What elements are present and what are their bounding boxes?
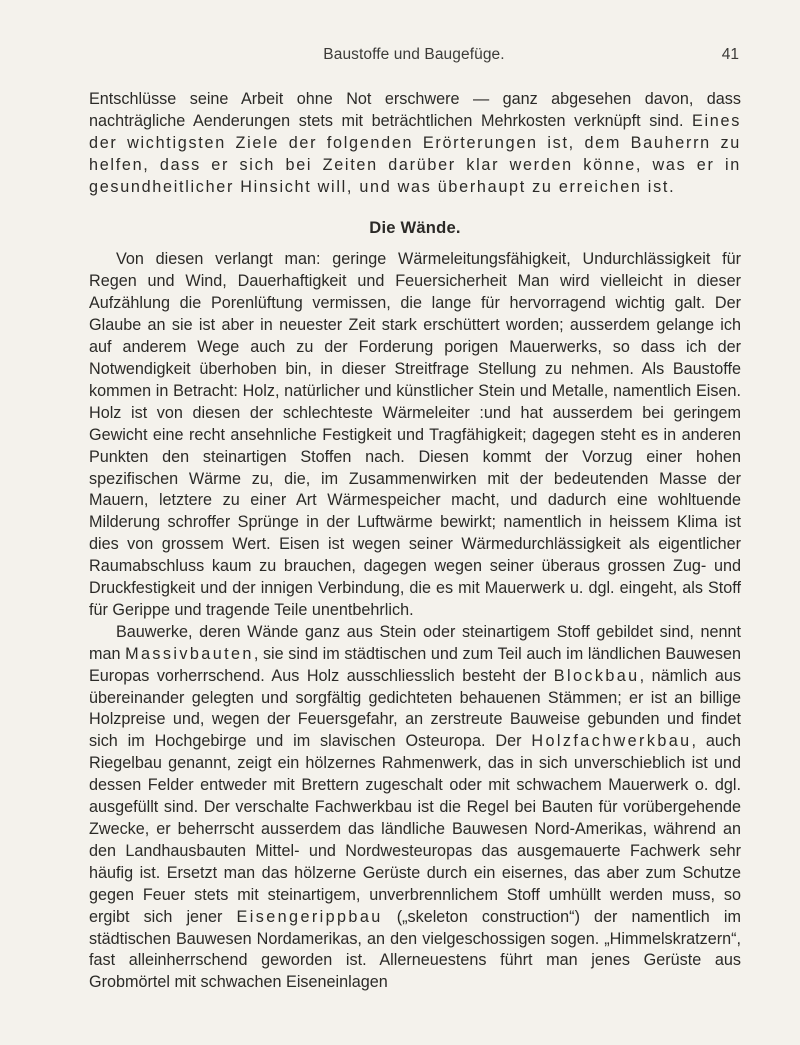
running-title: Baustoffe und Baugefüge. — [323, 46, 505, 63]
main-text — [89, 89, 741, 994]
section-heading: Die Wände. — [369, 217, 461, 237]
intro-paragraph — [89, 89, 741, 199]
paragraph-text-segment: , nämlich aus übereinander gelegten und sorgfältig gedichteten behauenen Stämmen; er ist an billige Holzpreise und, wegen der Feuersgefahr, an zerstreute Bauweise gebunden und findet sich im Hochgebirge und im slavischen Osteuropa. Der — [89, 666, 741, 751]
page-header — [89, 46, 739, 70]
paragraph-text-segment: Bauwerke, deren Wände ganz aus Stein oder steinartigem Stoff gebildet sind, nennt man — [89, 622, 741, 663]
term-eisengerippbau: Eisengerippbau — [236, 907, 383, 926]
page-number: 41 — [721, 46, 739, 63]
construction-types-paragraph — [89, 622, 741, 994]
term-massivbauten: Massivbauten — [125, 644, 254, 663]
walls-paragraph: Von diesen verlangt man: geringe Wärmeleitungsfähigkeit, Undurchlässigkeit für Regen und Wind, Dauerhaftigkeit und Feuersicherheit Man wird vielleicht in dieser Aufzählung die Porenlüftung vermissen, die lange für hervorragend wichtig galt. Der Glaube an sie ist aber in neuester Zeit stark erschüttert worden; ausserdem gelange ich auf anderem Wege auch zu der Forderung porigen Mauerwerks, so dass ich der Notwendigkeit überhoben bin, in dieser Streitfrage Stellung zu nehmen. Als Baustoffe kommen in Betracht: Holz, natürlicher und künstlicher Stein und Metalle, namentlich Eisen. Holz ist von diesen der schlechteste Wärmeleiter :und hat ausserdem bei geringem Gewicht eine recht ansehnliche Festigkeit und Tragfähigkeit; dagegen steht es in anderen Punkten den steinartigen Stoffen nach. Diesen kommt der Vorzug einer hohen spezifischen Wärme zu, die, im Zusammenwirken mit der bedeutenden Masse der Mauern, letztere zu einer Art Wärmespeicher macht, und dadurch eine wohltuende Milderung schroffer Sprünge in der Luftwärme bewirkt; namentlich in heissem Klima ist dies von grossem Wert. Eisen ist wegen seiner Wärmedurchlässigkeit als eigentlicher Raumabschluss kaum zu brauchen, dagegen wegen seiner überaus grossen Zug- und Druckfestigkeit und der innigen Verbindung, die es mit Mauerwerk u. dgl. eingeht, als Stoff für Gerippe und tragende Teile unentbehrlich. — [89, 250, 741, 619]
term-holzfachwerkbau: Holzfachwerkbau — [531, 732, 692, 751]
intro-sentence: Entschlüsse seine Arbeit ohne Not erschwere — ganz abgesehen davon, dass nachträgliche Aenderungen stets mit beträchtlichen Mehrkosten verknüpft sind. — [89, 90, 741, 130]
paragraph-text-segment: („skeleton construction“) der namentlich im städtischen Bauwesen Nordamerikas, an den vielgeschossigen sogen. „Himmelskratzern“, fast alleinherrschend geworden ist. Allerneuestens führt man jenes Gerüste aus Grobmörtel mit schwachen Eiseneinlagen — [89, 907, 741, 992]
paragraph-text-segment: , sie sind im städtischen und zum Teil auch im ländlichen Bauwesen Europas vorherrschend. Aus Holz ausschliesslich besteht der — [89, 644, 741, 685]
term-blockbau: Blockbau — [553, 666, 640, 685]
paragraph-text-segment: , auch Riegelbau genannt, zeigt ein hölzernes Rahmenwerk, das in sich unverschieblich ist und dessen Felder entweder mit Brettern zugeschalt oder mit schwachem Mauerwerk o. dgl. ausgefüllt sind. Der verschalte Fachwerkbau ist die Regel bei Bauten für vorübergehende Zwecke, er beherrscht ausserdem das ländliche Bauwesen Nord-Amerikas, während an den Landhausbauten Mittel- und Nordwesteuropas das ausgemauerte Fachwerk sehr häufig ist. Ersetzt man das hölzerne Gerüste durch ein eisernes, das aber zum Schutze gegen Feuer stets mit steinartigem, unverbrennlichem Stoff umhüllt werden muss, so ergibt sich jener — [89, 732, 741, 926]
spaced-intro-sentence: Eines der wichtigsten Ziele der folgenden Erörterungen ist, dem Bauherrn zu helfen, dass er sich bei Zeiten darüber klar werden könne, was er in gesundheitlicher Hinsicht will, und was überhaupt zu erreichen ist. — [89, 111, 741, 196]
